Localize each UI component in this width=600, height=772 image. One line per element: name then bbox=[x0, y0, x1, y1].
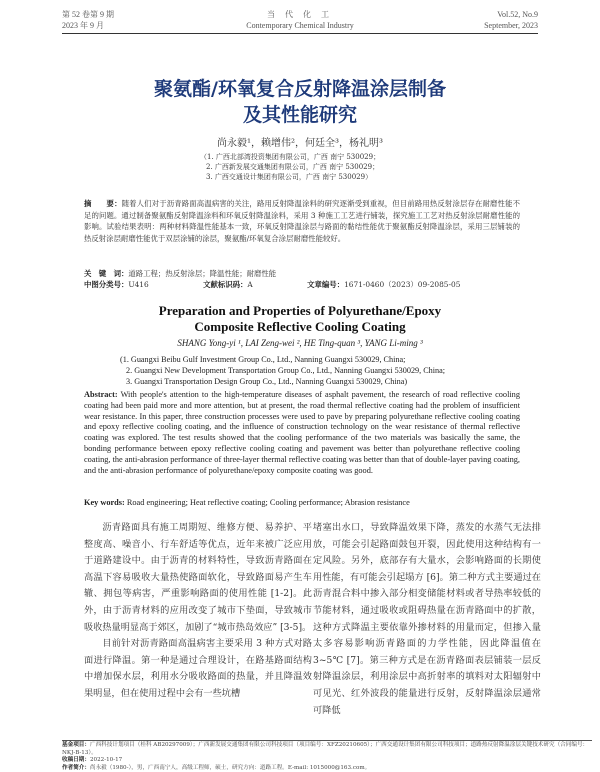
title-zh bbox=[0, 76, 600, 128]
title-zh-line2: 及其性能研究 bbox=[0, 102, 600, 128]
keywords-zh bbox=[84, 268, 520, 279]
affiliations-en bbox=[120, 354, 490, 387]
footnote bbox=[62, 742, 592, 772]
abstract-zh bbox=[84, 198, 520, 244]
running-header bbox=[62, 9, 538, 31]
authors-en: SHANG Yong-yi ¹, LAI Zeng-wei ², HE Ting-quan ³, YANG Li-ming ³ bbox=[0, 338, 600, 348]
title-en bbox=[0, 303, 600, 335]
keywords-zh-text: 道路工程；热反射涂层；降温性能；耐磨性能 bbox=[128, 269, 276, 278]
body-column-right bbox=[313, 520, 541, 719]
received-label: 收稿日期： bbox=[62, 757, 90, 763]
title-zh-line1: 聚氨酯/环氧复合反射降温涂层制备 bbox=[0, 76, 600, 102]
article-number-field bbox=[307, 280, 486, 289]
abstract-en bbox=[84, 390, 520, 476]
header-rule bbox=[62, 33, 538, 34]
doc-code-value: A bbox=[247, 280, 252, 289]
authors-zh: 尚永毅¹，赖增伟²，何廷全³，杨礼明³ bbox=[0, 134, 600, 149]
header-date-zh: 2023 年 9 月 bbox=[62, 20, 114, 31]
keywords-en bbox=[84, 498, 520, 507]
header-volume-issue: 第 52 卷第 9 期 bbox=[62, 9, 114, 20]
clc-value: U416 bbox=[128, 280, 148, 289]
abstract-en-text: With people's attention to the high-temperature diseases of asphalt pavement, the research of road reflective cooling coating had been paid more and more attention, but at present, the road thermal reflective coating had the problem of insufficient wear resistance. In this paper, three construction processes were used to pave by preparing polyurethane reflective cooling coating and epoxy reflective cooling coating, and the influence of construction technology on the wear resistance of thermal reflective coating was explored. The test results showed that the cooling performance of the two materials was basically the same, the bonding performance between epoxy reflective cooling coating and pavement was better than polyurethane reflective cooling coating, the anti-abrasion performance of three-layer thermal reflective coating was better than that of double-layer paving coating, and the anti-abrasion performance of polyurethane/epoxy composite coating was good. bbox=[84, 390, 520, 475]
fund-text: 广西科技计划项目（桂科 AB20297009）；广西新发展交通集团有限公司科技项目（项目编号：XFZ20210605）；广西交通设计集团有限公司科技项目；道路热反射降温涂层关键技术研究（合同编号：NKJ-B-13）。 bbox=[62, 742, 588, 756]
author-note bbox=[62, 765, 592, 772]
header-volume-en bbox=[484, 9, 538, 31]
affiliation-en-1: (1. Guangxi Beibu Gulf Investment Group Co., Ltd., Nanning Guangxi 530029, China; bbox=[120, 354, 490, 365]
doc-code-field bbox=[203, 280, 279, 289]
author-bio-label: 作者简介： bbox=[62, 765, 90, 771]
body-paragraph: 目前针对沥青路面高温病害主要采用 3 种方式对路面进行降温。第一种是通过合理设计，在路基路面结构中增加保水层，利用水分吸收路面的热量，并且降温效果明显，但在使用过程中会有一些坑槽 bbox=[84, 636, 312, 702]
body-paragraph: 沥青路面具有施工周期短、维修方便、易养护、平整度高、噪音小、行车舒适等优点，近年来被广泛应用于道路建设中。由于沥青的材料特性，导致沥青路面在高温下容易吸收大量热使路面软化，导致路面易产生车辙、拥包等病害，严重影响路面的使用性能 [1-2]。此外，由于沥青材料的应用改变了城市下垫面，导致城市吸收热量明显高于郊区，加剧了“城市热岛效应” [3-5]。 bbox=[84, 520, 312, 636]
body-column-left bbox=[84, 520, 312, 703]
footnote-rule bbox=[62, 740, 592, 741]
header-journal bbox=[62, 9, 538, 31]
affiliation-zh-2: 2. 广西新发展交通集团有限公司，广西 南宁 530029； bbox=[200, 162, 460, 172]
author-bio-text: 尚永毅（1980-），男，广西南宁人，高级工程师，硕士，研究方向：道路工程。E-mail: 1015000@163.com。 bbox=[90, 765, 370, 771]
header-date-en: September, 2023 bbox=[484, 20, 538, 31]
clc-field bbox=[84, 280, 175, 289]
clc-label: 中图分类号： bbox=[84, 280, 128, 289]
affiliation-zh-3: 3. 广西交通设计集团有限公司，广西 南宁 530029） bbox=[200, 172, 460, 182]
article-number-label: 文章编号： bbox=[307, 280, 344, 289]
affiliation-en-2: 2. Guangxi New Development Transportation Group Co., Ltd., Nanning Guangxi 530029, China; bbox=[120, 365, 490, 376]
fund-note bbox=[62, 742, 592, 757]
affiliation-en-3: 3. Guangxi Transportation Design Group Co., Ltd., Nanning Guangxi 530029, China) bbox=[120, 376, 490, 387]
keywords-en-text: Road engineering; Heat reflective coating; Cooling performance; Abrasion resistance bbox=[127, 498, 410, 507]
keywords-en-label: Key words: bbox=[84, 498, 125, 507]
affiliation-zh-1: （1. 广西北部湾投资集团有限公司，广西 南宁 530029； bbox=[200, 152, 460, 162]
received-note bbox=[62, 757, 592, 765]
affiliations-zh bbox=[200, 152, 460, 182]
body-paragraph: 堵塞出水口，导致降温效果下降，蒸发的水蒸气无法排放，可能会引起路面鼓包开裂，因此使用这种结构有一定风险。另外，底部存有大量水，会影响路面的长期使用性能，有可能会引起塌方 [6]。第二种方式主要通过在沥青混合料中掺入部分相变储能材料或者导热率较低的节能材料，通过吸收或阻碍热量在沥青路面中的扩散，这种方式降温主要依靠外掺材料的用量而定，但掺入量太多容易影响沥青路面的力学性能，因此降温值在 3~5℃ [7]。第三种方式是在沥青路面表层铺装一层反射降温涂层，利用涂层中高折射率的填料对太阳辐射中可见光、红外波段的能量进行反射，反射降温涂层通常可降低 bbox=[313, 520, 541, 719]
received-date: 2022-10-17 bbox=[90, 757, 122, 763]
abstract-zh-text: 随着人们对于沥青路面高温病害的关注，路用反射降温涂料的研究逐渐受到重视，但目前路用热反射涂层存在耐磨性能不足的问题。通过制备聚氨酯反射降温涂料和环氧反射降温涂料，采用 3 种施工工艺进行铺装，探究施工工艺对热反射涂层耐磨性能的影响。试验结果表明：两种材料降温性能基本一致，环氧反射降温涂层与路面的黏结性能优于聚氨酯反射降温涂层，采用三层铺装的热反射涂层耐磨性能优于双层涂铺的涂层，聚氨酯/环氧复合涂层耐磨性能较好。 bbox=[84, 199, 520, 243]
header-journal-en: Contemporary Chemical Industry bbox=[62, 20, 538, 31]
header-journal-zh: 当 代 化 工 bbox=[62, 9, 538, 20]
article-number-value: 1671-0460（2023）09-2085-05 bbox=[344, 280, 460, 289]
title-en-line1: Preparation and Properties of Polyurethane/Epoxy bbox=[0, 303, 600, 319]
fund-label: 基金项目： bbox=[62, 742, 90, 748]
title-en-line2: Composite Reflective Cooling Coating bbox=[0, 319, 600, 335]
classification-zh bbox=[84, 279, 520, 290]
keywords-zh-label: 关 键 词： bbox=[84, 269, 128, 278]
abstract-en-label: Abstract: bbox=[84, 390, 118, 399]
doc-code-label: 文献标识码： bbox=[203, 280, 247, 289]
abstract-zh-label: 摘 要： bbox=[84, 199, 122, 208]
header-vol-no: Vol.52, No.9 bbox=[484, 9, 538, 20]
